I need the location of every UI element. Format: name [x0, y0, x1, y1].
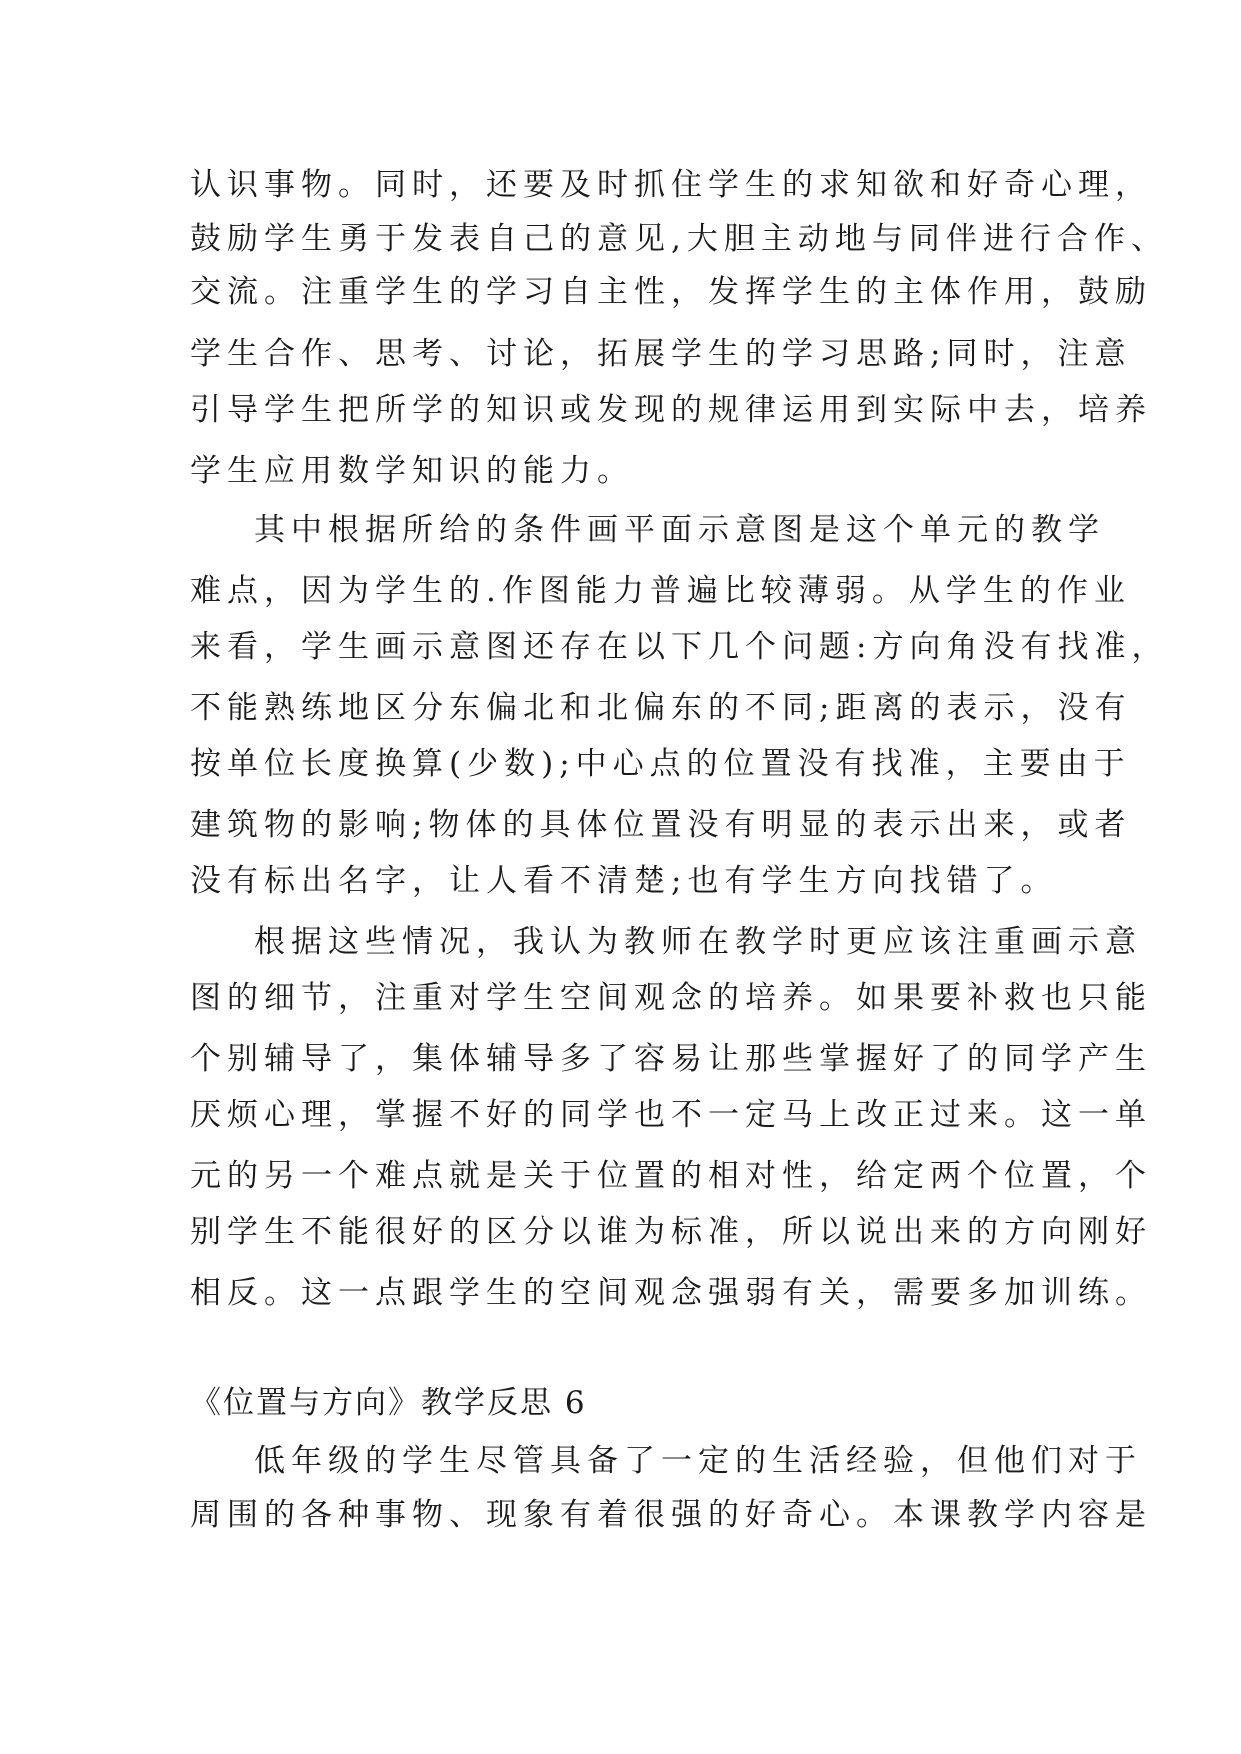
- paragraph-line: 元的另一个难点就是关于位置的相对性，给定两个位置，个: [190, 1158, 1152, 1194]
- paragraph-line: 交流。注重学生的学习自主性，发挥学生的主体作用，鼓励: [190, 274, 1152, 310]
- paragraph-line: 周围的各种事物、现象有着很强的好奇心。本课教学内容是: [190, 1497, 1152, 1533]
- paragraph-line: 认识事物。同时，还要及时抓住学生的求知欲和好奇心理，: [190, 167, 1152, 203]
- paragraph-line: 低年级的学生尽管具备了一定的生活经验，但他们对于: [254, 1443, 1142, 1479]
- paragraph-line: 引导学生把所学的知识或发现的规律运用到实际中去，培养: [190, 392, 1152, 428]
- paragraph-line: 个别辅导了，集体辅导多了容易让那些掌握好了的同学产生: [190, 1041, 1152, 1077]
- paragraph-line: 难点，因为学生的.作图能力普遍比较薄弱。从学生的作业: [190, 573, 1131, 609]
- paragraph-line: 没有标出名字，让人看不清楚;也有学生方向找错了。: [190, 863, 1058, 899]
- paragraph-line: 别学生不能很好的区分以谁为标准，所以说出来的方向刚好: [190, 1214, 1152, 1250]
- paragraph-line: 根据这些情况，我认为教师在教学时更应该注重画示意: [254, 924, 1142, 960]
- paragraph-line: 不能熟练地区分东偏北和北偏东的不同;距离的表示，没有: [190, 690, 1132, 726]
- paragraph-line: 建筑物的影响;物体的具体位置没有明显的表示出来，或者: [190, 807, 1132, 843]
- section-heading: 《位置与方向》教学反思 6: [190, 1385, 587, 1421]
- paragraph-line: 鼓励学生勇于发表自己的意见,大胆主动地与同伴进行合作、: [190, 221, 1168, 257]
- paragraph-line: 学生应用数学知识的能力。: [190, 453, 634, 489]
- paragraph-line: 按单位长度换算(少数);中心点的位置没有找准，主要由于: [190, 746, 1131, 782]
- paragraph-line: 图的细节，注重对学生空间观念的培养。如果要补救也只能: [190, 980, 1152, 1016]
- paragraph-line: 来看，学生画示意图还存在以下几个问题:方向角没有找准，: [190, 629, 1169, 665]
- paragraph-line: 厌烦心理，掌握不好的同学也不一定马上改正过来。这一单: [190, 1097, 1152, 1133]
- paragraph-line: 学生合作、思考、讨论，拓展学生的学习思路;同时，注意: [190, 336, 1132, 372]
- paragraph-line: 其中根据所给的条件画平面示意图是这个单元的教学: [254, 512, 1105, 548]
- paragraph-line: 相反。这一点跟学生的空间观念强弱有关，需要多加训练。: [190, 1275, 1152, 1311]
